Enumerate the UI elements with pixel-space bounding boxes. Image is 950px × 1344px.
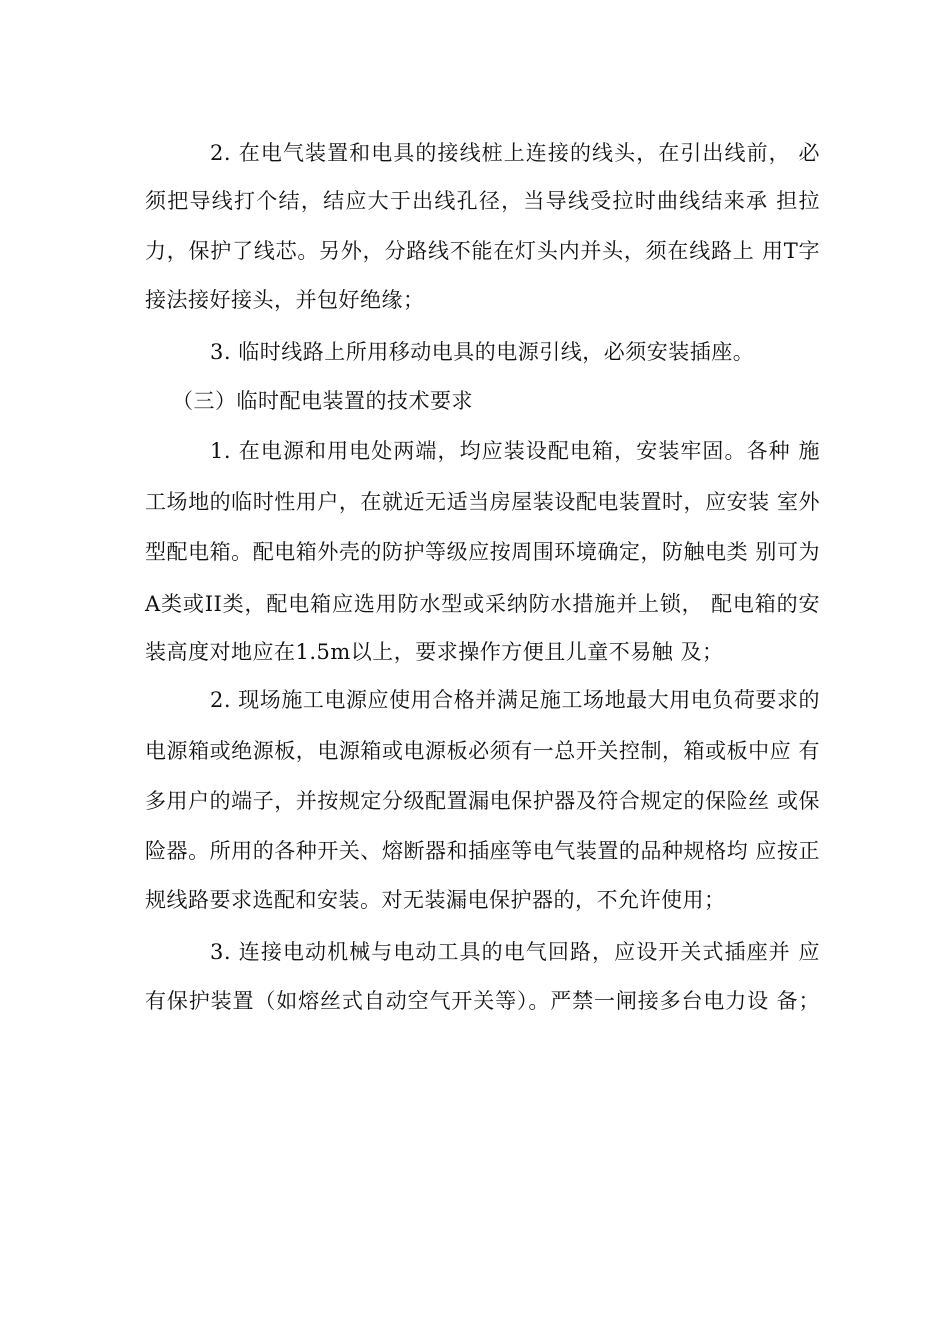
text-line: 规线路要求选配和安装。对无装漏电保护器的，不允许使用；: [145, 888, 726, 912]
text-line: 3. 临时线路上所用移动电具的电源引线，必须安装插座。: [210, 340, 755, 364]
text-line: 接法接好接头，并包好绝缘；: [145, 288, 425, 312]
text-line: 型配电箱。配电箱外壳的防护等级应按周围环境确定，防触电类 别可为: [145, 540, 820, 564]
text-line: 有保护装置（如熔丝式自动空气开关等）。严禁一闸接多台电力设 备；: [145, 989, 820, 1013]
text-line: 1. 在电源和用电处两端，均应装设配电箱，安装牢固。各种 施: [210, 439, 820, 463]
text-line: 工场地的临时性用户，在就近无适当房屋装设配电装置时，应安装 室外: [145, 490, 820, 514]
text-line: 险器。所用的各种开关、熔断器和插座等电气装置的品种规格均 应按正: [145, 839, 820, 863]
text-line: A类或II类，配电箱应选用防水型或采纳防水措施并上锁， 配电箱的安: [145, 592, 820, 616]
text-line: 须把导线打个结，结应大于出线孔径，当导线受拉时曲线结来承 担拉: [145, 189, 820, 213]
text-line: 电源箱或绝源板，电源箱或电源板必须有一总开关控制，箱或板中应 有: [145, 739, 820, 763]
text-line: 装高度对地应在1.5m以上，要求操作方便且儿童不易触 及；: [145, 640, 724, 664]
text-line: 2. 在电气装置和电具的接线桩上连接的线头，在引出线前， 必: [210, 141, 820, 165]
text-line: 3. 连接电动机械与电动工具的电气回路，应设开关式插座并 应: [210, 940, 820, 964]
text-line: 力，保护了线芯。另外，分路线不能在灯头内并头，须在线路上 用T字: [145, 239, 820, 263]
text-line: 2. 现场施工电源应使用合格并满足施工场地最大用电负荷要求的: [210, 688, 820, 712]
text-line: 多用户的端子，并按规定分级配置漏电保护器及符合规定的保险丝 或保: [145, 789, 820, 813]
section-heading: （三）临时配电装置的技术要求: [172, 389, 473, 413]
